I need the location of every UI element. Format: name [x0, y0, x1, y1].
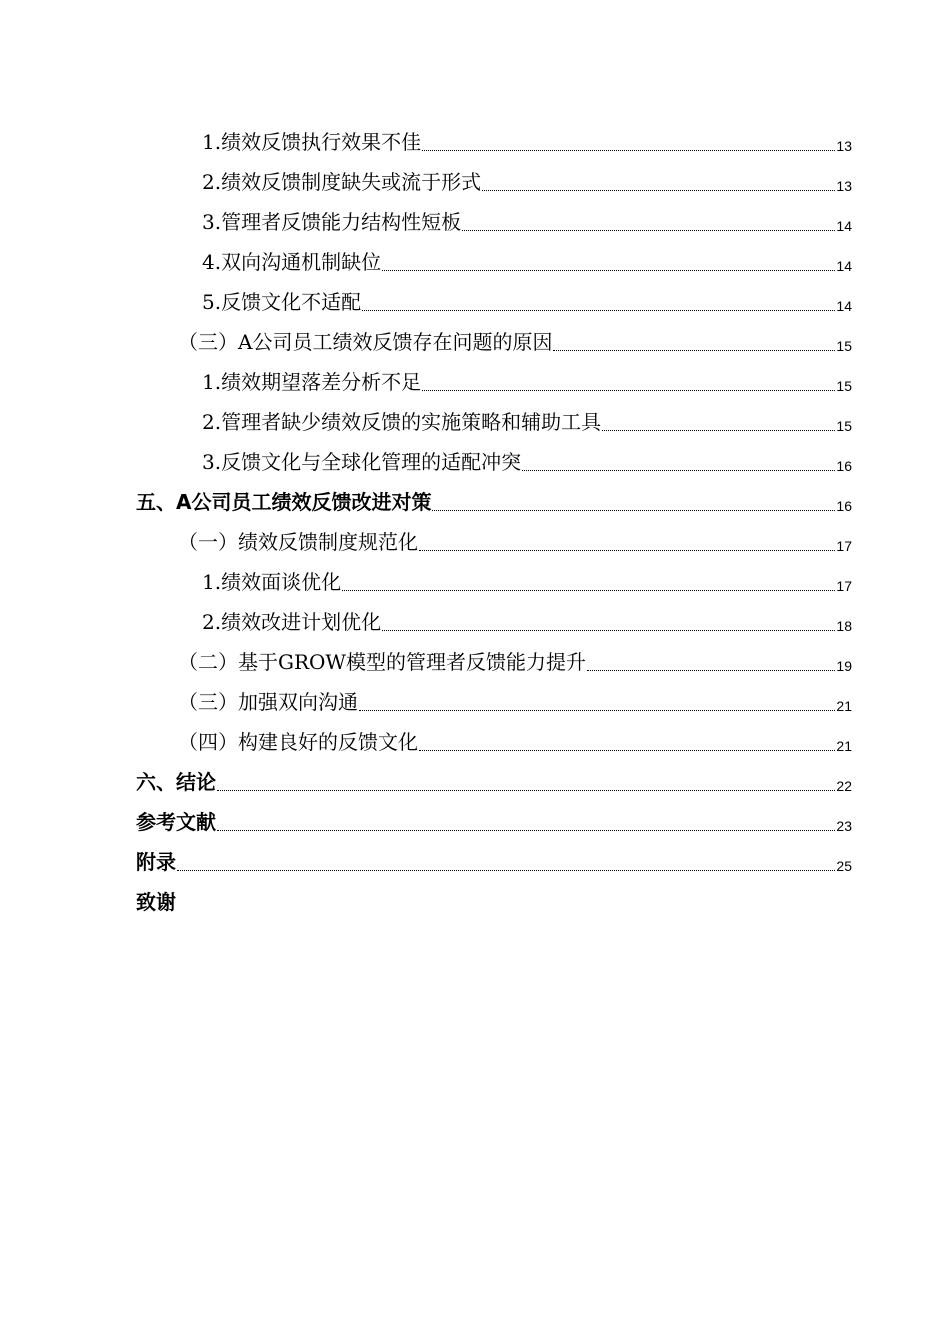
toc-page-number: 18: [836, 618, 852, 634]
toc-page-number: 16: [836, 498, 852, 514]
toc-dot-leader: [382, 630, 835, 631]
toc-entry[interactable]: [136, 238, 852, 278]
toc-dot-leader: [462, 230, 835, 231]
toc-entry-title: 2.绩效改进计划优化: [202, 610, 382, 634]
toc-dot-leader: [217, 830, 835, 831]
toc-entry[interactable]: [136, 278, 852, 318]
toc-entry[interactable]: [136, 838, 852, 878]
toc-entry[interactable]: [136, 118, 852, 158]
toc-entry[interactable]: [136, 518, 852, 558]
toc-page-number: 15: [836, 338, 852, 354]
toc-entry[interactable]: [136, 478, 852, 518]
toc-entry-title: 1.绩效反馈执行效果不佳: [202, 130, 422, 154]
toc-page-number: 13: [836, 178, 852, 194]
toc-dot-leader: [432, 510, 835, 511]
toc-dot-leader: [602, 430, 835, 431]
toc-entry-title: 5.反馈文化不适配: [202, 290, 362, 314]
toc-entry[interactable]: [136, 438, 852, 478]
toc-entry-title: （二）基于GROW模型的管理者反馈能力提升: [178, 650, 586, 674]
toc-dot-leader: [217, 790, 835, 791]
toc-entry-title: （三）A公司员工绩效反馈存在问题的原因: [178, 330, 553, 354]
toc-entry[interactable]: [136, 678, 852, 718]
toc-entry-title: （四）构建良好的反馈文化: [178, 730, 418, 754]
toc-entry[interactable]: [136, 158, 852, 198]
toc-page-number: 23: [836, 818, 852, 834]
toc-dot-leader: [419, 550, 835, 551]
toc-page-number: 14: [836, 258, 852, 274]
toc-entry-title: 2.管理者缺少绩效反馈的实施策略和辅助工具: [202, 410, 602, 434]
toc-dot-leader: [419, 750, 835, 751]
toc-dot-leader: [482, 190, 835, 191]
toc-entry-title: 参考文献: [136, 810, 216, 834]
toc-entry[interactable]: [136, 878, 852, 918]
toc-dot-leader: [177, 870, 835, 871]
toc-page-number: 22: [836, 778, 852, 794]
toc-entry[interactable]: [136, 638, 852, 678]
toc-page-number: 14: [836, 298, 852, 314]
toc-entry[interactable]: [136, 598, 852, 638]
toc-entry-title: 3.反馈文化与全球化管理的适配冲突: [202, 450, 522, 474]
toc-page-number: 14: [836, 218, 852, 234]
toc-entry[interactable]: [136, 318, 852, 358]
toc-page-number: 17: [836, 578, 852, 594]
toc-page-number: 13: [836, 138, 852, 154]
toc-entry[interactable]: [136, 718, 852, 758]
toc-dot-leader: [362, 310, 835, 311]
toc-entry[interactable]: [136, 398, 852, 438]
toc-entry-title: 五、A公司员工绩效反馈改进对策: [136, 490, 432, 514]
toc-entry-title: 1.绩效面谈优化: [202, 570, 342, 594]
toc-dot-leader: [422, 390, 835, 391]
toc-dot-leader: [422, 150, 835, 151]
toc-page-number: 25: [836, 858, 852, 874]
toc-entry-title: 致谢: [136, 890, 176, 914]
toc-page-number: 15: [836, 378, 852, 394]
toc-dot-leader: [359, 710, 835, 711]
toc-page-number: 16: [836, 458, 852, 474]
toc-page-number: 19: [836, 658, 852, 674]
toc-dot-leader: [382, 270, 835, 271]
toc-entry[interactable]: [136, 358, 852, 398]
toc-dot-leader: [553, 350, 835, 351]
toc-dot-leader: [522, 470, 835, 471]
toc-entry[interactable]: [136, 558, 852, 598]
toc-entry-title: 1.绩效期望落差分析不足: [202, 370, 422, 394]
toc-entry-title: （三）加强双向沟通: [178, 690, 358, 714]
toc-entry-title: （一）绩效反馈制度规范化: [178, 530, 418, 554]
toc-entry[interactable]: [136, 758, 852, 798]
toc-entry-title: 六、结论: [136, 770, 216, 794]
toc-page-number: 15: [836, 418, 852, 434]
toc-dot-leader: [342, 590, 835, 591]
toc-entry-title: 2.绩效反馈制度缺失或流于形式: [202, 170, 482, 194]
table-of-contents: [136, 118, 852, 918]
toc-page-number: 17: [836, 538, 852, 554]
toc-entry-title: 3.管理者反馈能力结构性短板: [202, 210, 462, 234]
toc-entry-title: 附录: [136, 850, 176, 874]
toc-page-number: 21: [836, 738, 852, 754]
toc-entry-title: 4.双向沟通机制缺位: [202, 250, 382, 274]
toc-entry[interactable]: [136, 798, 852, 838]
toc-dot-leader: [587, 670, 835, 671]
toc-page-number: 21: [836, 698, 852, 714]
toc-entry[interactable]: [136, 198, 852, 238]
